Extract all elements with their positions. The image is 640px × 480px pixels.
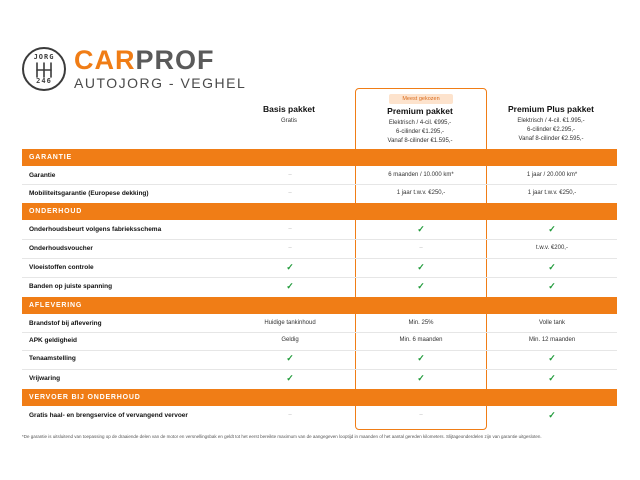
plan-header-basis bbox=[224, 104, 354, 126]
section-header-vervoer: VERVOER BIJ ONDERHOUD bbox=[22, 389, 617, 406]
plan-price-plus-2: 6-cilinder €2.295,- bbox=[526, 127, 576, 133]
table-row bbox=[22, 349, 617, 368]
row-value-premium: – bbox=[419, 412, 423, 418]
row-value-plus: Volle tank bbox=[538, 320, 566, 326]
check-icon: ✓ bbox=[286, 373, 294, 383]
logo bbox=[22, 47, 246, 91]
table-row bbox=[22, 184, 617, 203]
brand-name-part2: PROF bbox=[135, 45, 215, 75]
plan-price-premium-1: Elektrisch / 4-cil. €995,- bbox=[388, 120, 452, 126]
table-row bbox=[22, 258, 617, 277]
check-icon: ✓ bbox=[548, 281, 556, 291]
check-icon: ✓ bbox=[286, 281, 294, 291]
brand-subtitle: AUTOJORG - VEGHEL bbox=[74, 75, 247, 91]
row-value-premium: Min. 25% bbox=[408, 320, 434, 326]
check-icon: ✓ bbox=[286, 353, 294, 363]
logo-seal bbox=[22, 47, 66, 91]
plan-header-plus bbox=[486, 104, 616, 144]
plan-header-premium bbox=[355, 106, 485, 146]
row-label: Tenaamstelling bbox=[29, 355, 76, 362]
plan-price-premium-3: Vanaf 8-cilinder €1.595,- bbox=[387, 138, 453, 144]
check-icon: ✓ bbox=[548, 262, 556, 272]
plan-price-plus-3: Vanaf 8-cilinder €2.595,- bbox=[518, 136, 584, 142]
row-value-premium: – bbox=[419, 245, 423, 251]
row-value-plus: t.w.v. €200,- bbox=[536, 245, 568, 251]
brand-name bbox=[74, 47, 246, 73]
plan-name-premium: Premium pakket bbox=[387, 106, 453, 116]
brand-name-part1: CAR bbox=[74, 45, 136, 75]
table-row bbox=[22, 239, 617, 258]
table-row bbox=[22, 406, 617, 425]
row-value-plus: Min. 12 maanden bbox=[528, 337, 576, 343]
table-row bbox=[22, 166, 617, 185]
brand bbox=[74, 47, 246, 91]
row-value-plus: 1 jaar t.w.v. €250,- bbox=[527, 190, 577, 196]
warranty-footnote: *De garantie is uitsluitend van toepassing op de draaiende delen van de motor en versnellingsbak en geldt tot het eerst bereikte maximum van de aangegeven looptijd in maanden of het aantal gereden kilometers. Slijtageonderdelen zijn van garantie uitgesloten. bbox=[22, 434, 542, 439]
row-label: Gratis haal- en brengservice of vervangend vervoer bbox=[29, 412, 188, 419]
section-header-onderhoud: ONDERHOUD bbox=[22, 203, 617, 220]
row-value-basis: – bbox=[288, 172, 292, 178]
table-row bbox=[22, 277, 617, 296]
check-icon: ✓ bbox=[417, 373, 425, 383]
check-icon: ✓ bbox=[417, 281, 425, 291]
row-value-basis: Huidige tankinhoud bbox=[264, 320, 316, 326]
check-icon: ✓ bbox=[548, 224, 556, 234]
row-value-plus: 1 jaar / 20.000 km* bbox=[526, 172, 578, 178]
row-label: Vrijwaring bbox=[29, 375, 61, 382]
most-chosen-badge: Meest gekozen bbox=[389, 94, 453, 104]
row-label: Onderhoudsbeurt volgens fabrieksschema bbox=[29, 226, 162, 233]
row-label: Brandstof bij aflevering bbox=[29, 320, 102, 327]
gear-shift-icon bbox=[35, 62, 53, 78]
check-icon: ✓ bbox=[417, 262, 425, 272]
row-label: Vloeistoffen controle bbox=[29, 264, 94, 271]
row-label: Mobiliteitsgarantie (Europese dekking) bbox=[29, 190, 149, 197]
check-icon: ✓ bbox=[548, 353, 556, 363]
row-value-basis: Geldig bbox=[281, 337, 299, 343]
plan-name-basis: Basis pakket bbox=[263, 104, 315, 114]
table-row bbox=[22, 220, 617, 239]
check-icon: ✓ bbox=[286, 262, 294, 272]
seal-bottom-text: 246 bbox=[36, 77, 52, 85]
row-value-basis: – bbox=[288, 412, 292, 418]
seal-top-text: JORG bbox=[33, 53, 55, 61]
plan-price-plus-1: Elektrisch / 4-cil. €1.995,- bbox=[517, 118, 585, 124]
row-value-basis: – bbox=[288, 190, 292, 196]
table-row bbox=[22, 369, 617, 388]
row-label: APK geldigheid bbox=[29, 337, 78, 344]
check-icon: ✓ bbox=[417, 224, 425, 234]
row-value-premium: 1 jaar t.w.v. €250,- bbox=[396, 190, 446, 196]
row-value-premium: Min. 6 maanden bbox=[399, 337, 443, 343]
section-header-aflevering: AFLEVERING bbox=[22, 297, 617, 314]
plan-name-plus: Premium Plus pakket bbox=[508, 104, 594, 114]
row-value-basis: – bbox=[288, 226, 292, 232]
row-label: Garantie bbox=[29, 172, 56, 179]
plan-price-basis: Gratis bbox=[280, 118, 297, 124]
row-value-premium: 6 maanden / 10.000 km* bbox=[388, 172, 454, 178]
check-icon: ✓ bbox=[548, 373, 556, 383]
row-label: Onderhoudsvoucher bbox=[29, 245, 93, 252]
plan-price-premium-2: 6-cilinder €1.295,- bbox=[395, 129, 445, 135]
table-row bbox=[22, 331, 617, 350]
check-icon: ✓ bbox=[548, 410, 556, 420]
row-label: Banden op juiste spanning bbox=[29, 283, 113, 290]
check-icon: ✓ bbox=[417, 353, 425, 363]
section-header-garantie: GARANTIE bbox=[22, 149, 617, 166]
row-value-basis: – bbox=[288, 245, 292, 251]
